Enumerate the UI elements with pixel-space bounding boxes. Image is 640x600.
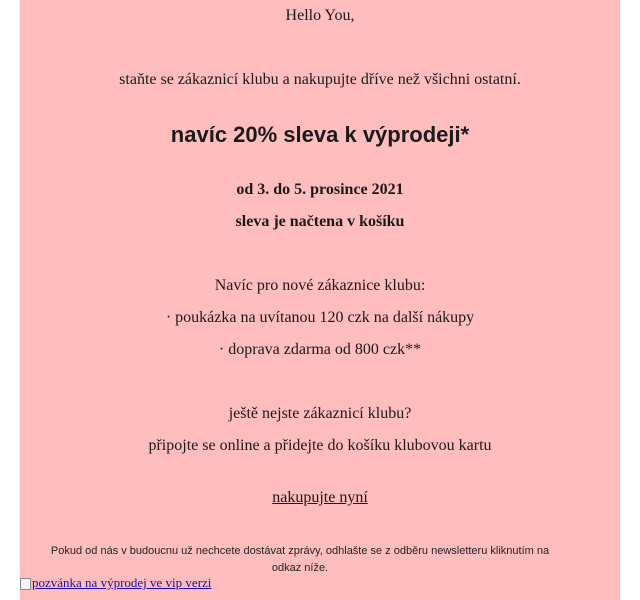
- vip-sale-image-link[interactable]: [20, 575, 211, 591]
- intro-text: staňte se zákaznicí klubu a nakupujte dříve než všichni ostatní.: [119, 71, 521, 88]
- shop-now-link-row: [20, 488, 620, 508]
- benefit-shipping: · doprava zdarma od 800 czk**: [218, 341, 422, 358]
- unsubscribe-notice: Pokud od nás v budoucnu už nechcete dostávat zprávy, odhlašte se z odběru newsletteru kliknutím na odkaz níže.: [50, 545, 550, 574]
- vip-sale-image-alt: pozvánka na výprodej ve vip verzi: [32, 575, 212, 590]
- shop-now-link[interactable]: nakupujte nyní: [272, 489, 368, 506]
- date-range: od 3. do 5. prosince 2021: [236, 181, 404, 198]
- cart-note: sleva je načtena v košíku: [235, 213, 405, 230]
- new-members-title: Navíc pro nové zákaznice klubu:: [214, 277, 426, 294]
- email-body: [20, 0, 620, 600]
- greeting: Hello You,: [285, 7, 355, 24]
- broken-image-icon: [20, 578, 31, 590]
- benefit-voucher: · poukázka na uvítanou 120 czk na další nákupy: [165, 309, 475, 326]
- headline: navíc 20% sleva k výprodeji*: [170, 122, 470, 147]
- not-member-question: ještě nejste zákaznicí klubu?: [228, 405, 412, 422]
- join-instructions: připojte se online a přidejte do košíku klubovou kartu: [148, 437, 492, 454]
